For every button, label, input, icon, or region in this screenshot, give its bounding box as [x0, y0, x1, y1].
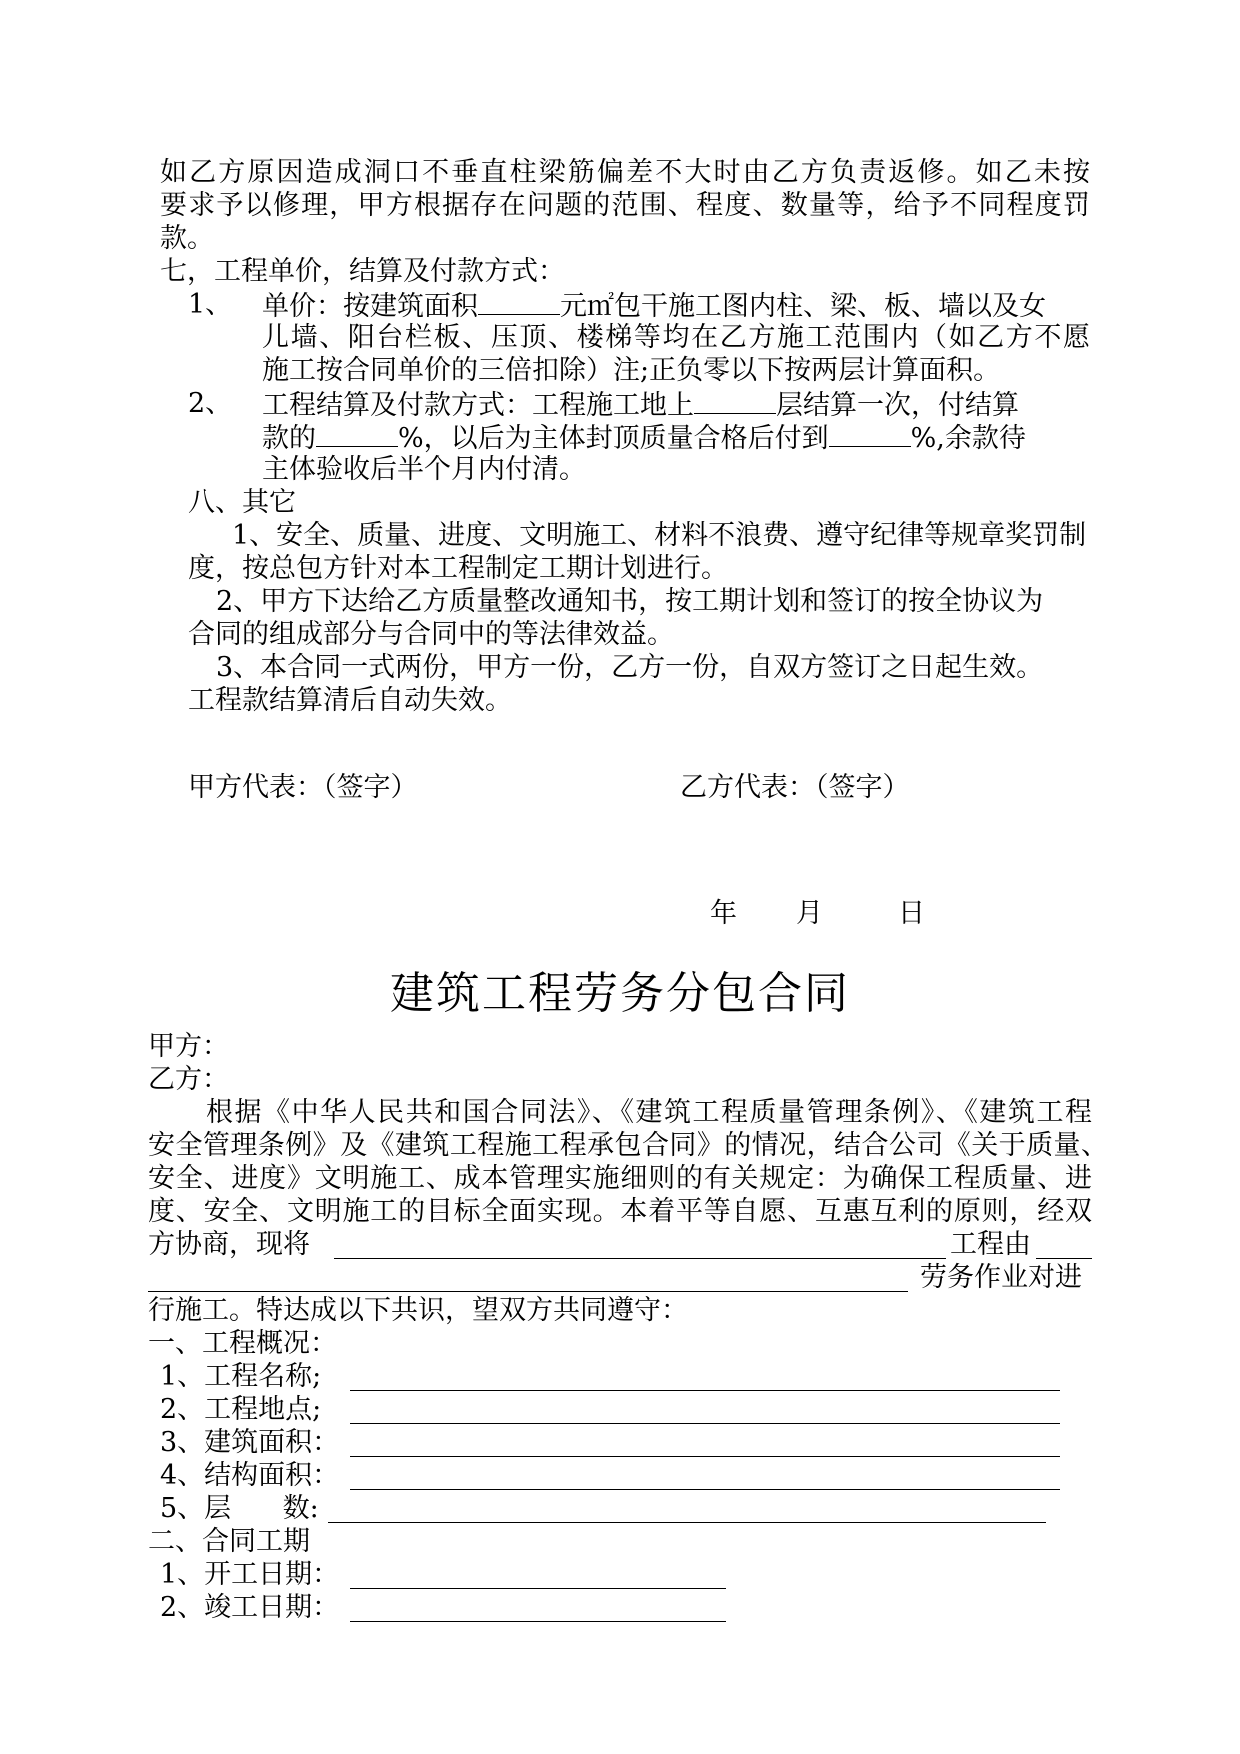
field-label: 2、竣工日期：	[160, 1592, 340, 1623]
fill-blank[interactable]	[694, 387, 776, 414]
start-date-field[interactable]	[350, 1562, 726, 1589]
paragraph-line: 3、本合同一式两份，甲方一份，乙方一份，自双方签订之日起生效。	[216, 652, 1044, 683]
contractor-blank[interactable]	[1036, 1232, 1092, 1259]
paragraph-line: 1、安全、质量、进度、文明施工、材料不浪费、遵守纪律等规章奖罚制	[232, 520, 1087, 551]
completion-date-field[interactable]	[350, 1595, 726, 1622]
list-item-line: 主体验收后半个月内付清。	[262, 454, 586, 485]
building-area-field[interactable]	[350, 1430, 1060, 1457]
text-segment: 工程结算及付款方式：工程施工地上	[262, 390, 694, 421]
list-item-line	[262, 288, 1046, 322]
paragraph-line: 工程由	[950, 1229, 1031, 1260]
fill-blank[interactable]	[316, 420, 398, 447]
field-label: 5、层 数:	[160, 1493, 319, 1524]
list-number: 1、	[188, 289, 233, 320]
field-label: 4、结构面积：	[160, 1460, 340, 1491]
section-heading: 二、合同工期	[148, 1526, 310, 1557]
section-heading: 七，工程单价，结算及付款方式：	[160, 256, 565, 287]
field-label: 1、工程名称;	[160, 1361, 322, 1392]
paragraph-line: 安全管理条例》及《建筑工程施工程承包合同》的情况，结合公司《关于质量、	[148, 1130, 1108, 1161]
project-name-blank[interactable]	[334, 1232, 946, 1259]
text-segment: 单价：按建筑面积	[262, 291, 478, 322]
text-segment: %,余款待	[910, 423, 1026, 454]
project-location-field[interactable]	[350, 1397, 1060, 1424]
text-segment: 层结算一次，付结算	[776, 390, 1019, 421]
text-segment: %，以后为主体封顶质量合格后付到	[398, 423, 829, 454]
field-label: 2、工程地点;	[160, 1394, 322, 1425]
paragraph-line: 度、安全、文明施工的目标全面实现。本着平等自愿、互惠互利的原则，经双	[148, 1196, 1092, 1227]
party-a-label: 甲方：	[148, 1031, 229, 1062]
section-heading: 八、其它	[188, 487, 296, 518]
party-b-label: 乙方：	[148, 1064, 229, 1095]
date-day-label: 日	[898, 898, 925, 929]
date-month-label: 月	[796, 898, 823, 929]
fill-blank[interactable]	[829, 420, 911, 447]
field-label: 3、建筑面积：	[160, 1427, 340, 1458]
paragraph-line: 2、甲方下达给乙方质量整改通知书，按工期计划和签订的按全协议为	[216, 586, 1044, 617]
paragraph-line: 合同的组成部分与合同中的等法律效益。	[188, 619, 674, 650]
list-item-line	[262, 420, 1026, 454]
paragraph-line: 度，按总包方针对本工程制定工期计划进行。	[188, 553, 728, 584]
paragraph-line: 安全、进度》文明施工、成本管理实施细则的有关规定：为确保工程质量、进	[148, 1163, 1092, 1194]
floor-count-field[interactable]	[328, 1496, 1046, 1523]
paragraph-line: 工程款结算清后自动失效。	[188, 685, 512, 716]
section-heading: 一、工程概况：	[148, 1328, 337, 1359]
party-a-signature-label: 甲方代表：（签字）	[188, 772, 418, 803]
paragraph-line: 根据《中华人民共和国合同法》、《建筑工程质量管理条例》、《建筑工程	[206, 1097, 1092, 1128]
project-name-field[interactable]	[350, 1364, 1060, 1391]
list-number: 2、	[188, 388, 233, 419]
contractor-blank[interactable]	[148, 1265, 908, 1292]
paragraph-line: 如乙方原因造成洞口不垂直柱梁筋偏差不大时由乙方负责返修。如乙未按	[160, 157, 1090, 188]
date-year-label: 年	[710, 898, 737, 929]
paragraph-line: 劳务作业对进	[920, 1262, 1082, 1293]
paragraph-line: 行施工。特达成以下共识，望双方共同遵守：	[148, 1295, 688, 1326]
list-item-line: 施工按合同单价的三倍扣除）注;正负零以下按两层计算面积。	[262, 355, 1001, 386]
list-item-line	[262, 387, 1019, 421]
paragraph-line: 款。	[160, 223, 214, 254]
list-item-line: 儿墙、阳台栏板、压顶、楼梯等均在乙方施工范围内（如乙方不愿	[262, 322, 1090, 353]
party-b-signature-label: 乙方代表：（签字）	[680, 772, 910, 803]
structure-area-field[interactable]	[350, 1463, 1060, 1490]
fill-blank[interactable]	[478, 288, 560, 315]
field-label: 1、开工日期：	[160, 1559, 340, 1590]
contract-title: 建筑工程劳务分包合同	[390, 968, 850, 1019]
paragraph-line: 方协商，现将	[148, 1229, 310, 1260]
text-segment: 款的	[262, 423, 316, 454]
paragraph-line: 要求予以修理，甲方根据存在问题的范围、程度、数量等，给予不同程度罚	[160, 190, 1090, 221]
text-segment: 元㎡包干施工图内柱、梁、板、墙以及女	[560, 291, 1046, 322]
